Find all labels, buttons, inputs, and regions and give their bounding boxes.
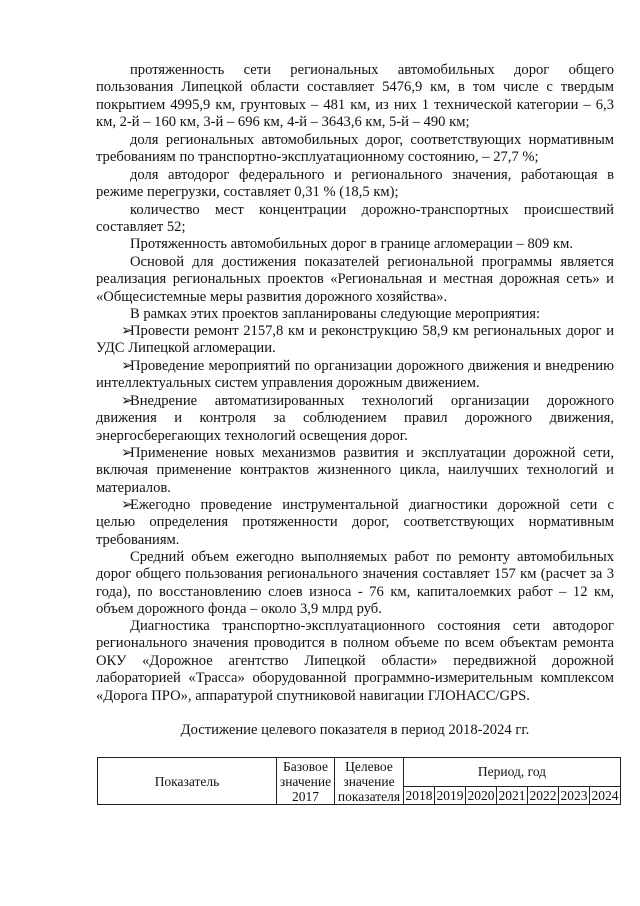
table-header-indicator: Показатель [98,758,277,805]
paragraph-planned-measures: В рамках этих проектов запланированы следующие мероприятия: [130,306,541,322]
arrow-bullet-icon: ➢ [121,445,134,461]
table-header-year: 2024 [591,788,619,803]
table-header-year: 2018 [405,788,433,803]
paragraph-diagnostics: Диагностика транспортно-эксплуатационного состояния сети автодорог регионального значения проводится в полном объеме по всем объектам ремонта ОКУ «Дорожное агентство Липецкой области» передвижной дорожной лабораторией «Трасса» оборудованной программно-измерительным комплексом «Дорога ПРО», аппаратурой спутниковой навигации ГЛОНАСС/GPS. [96,618,614,704]
arrow-bullet-icon: ➢ [121,393,134,409]
list-item-text: Проведение мероприятий по организации дорожного движения и внедрению интеллектуальных систем управления дорожным движением. [96,358,614,392]
indicator-table [97,757,621,805]
arrow-bullet-icon: ➢ [121,358,134,374]
table-header-year: 2021 [498,788,526,803]
paragraph-overload-share: доля автодорог федерального и регионального значения, работающая в режиме перегрузки, составляет 0,31 % (18,5 км); [96,167,614,201]
table-header-year: 2019 [436,788,464,803]
arrow-bullet-icon: ➢ [121,497,134,513]
paragraph-annual-volume: Средний объем ежегодно выполняемых работ по ремонту автомобильных дорог общего пользования регионального значения составляет 157 км (расчет за 3 года), по восстановлению слоев износа - 76 км, капиталоемких работ – 12 км, объем дорожного фонда – около 3,9 млрд руб. [96,549,614,618]
table-header-period: Период, год [404,758,621,787]
list-item-text: Ежегодно проведение инструментальной диагностики дорожной сети с целью определения протяженности дорог, соответствующих нормативным требованиям. [96,497,614,548]
table-header-target: Целевое значение показателя [335,758,404,805]
list-item [96,497,614,549]
list-item [96,358,614,393]
paragraph-network-length: протяженность сети региональных автомобильных дорог общего пользования Липецкой области составляет 5476,9 км, в том числе с твердым покрытием 4995,9 км, грунтовых – 481 км, из них 1 технической категории – 6,3 км, 2-й – 160 км, 3-й – 696 км, 4-й – 3643,6 км, 5-й – 490 км; [96,62,614,131]
list-item-text: Внедрение автоматизированных технологий организации дорожного движения и контроля за соблюдением правил дорожного движения, энергосберегающих технологий освещения дорог. [96,393,614,444]
arrow-bullet-icon: ➢ [121,323,134,339]
table-header-base: Базовое значение 2017 [277,758,335,805]
list-item [96,393,614,445]
table-header-year: 2023 [560,788,588,803]
table-header-year: 2020 [467,788,495,803]
list-item-text: Применение новых механизмов развития и эксплуатации дорожной сети, включая применение контрактов жизненного цикла, наилучших технологий и материалов. [96,445,614,496]
list-item [96,445,614,497]
list-item [96,323,614,358]
list-item-text: Провести ремонт 2157,8 км и реконструкцию 58,9 км региональных дорог и УДС Липецкой агломерации. [96,323,614,357]
table-header-year: 2022 [529,788,557,803]
paragraph-regional-projects: Основой для достижения показателей региональной программы является реализация региональных проектов «Региональная и местная дорожная сеть» и «Общесистемные меры развития дорожного хозяйства». [96,254,614,305]
paragraph-accident-spots: количество мест концентрации дорожно-транспортных происшествий составляет 52; [96,202,614,236]
paragraph-agglomeration-length: Протяженность автомобильных дорог в границе агломерации – 809 км. [130,236,573,252]
paragraph-normative-share: доля региональных автомобильных дорог, соответствующих нормативным требованиям по транспортно-эксплуатационному состоянию, – 27,7 %; [96,132,614,166]
table-heading: Достижение целевого показателя в период 2018-2024 гг. [180,722,530,738]
